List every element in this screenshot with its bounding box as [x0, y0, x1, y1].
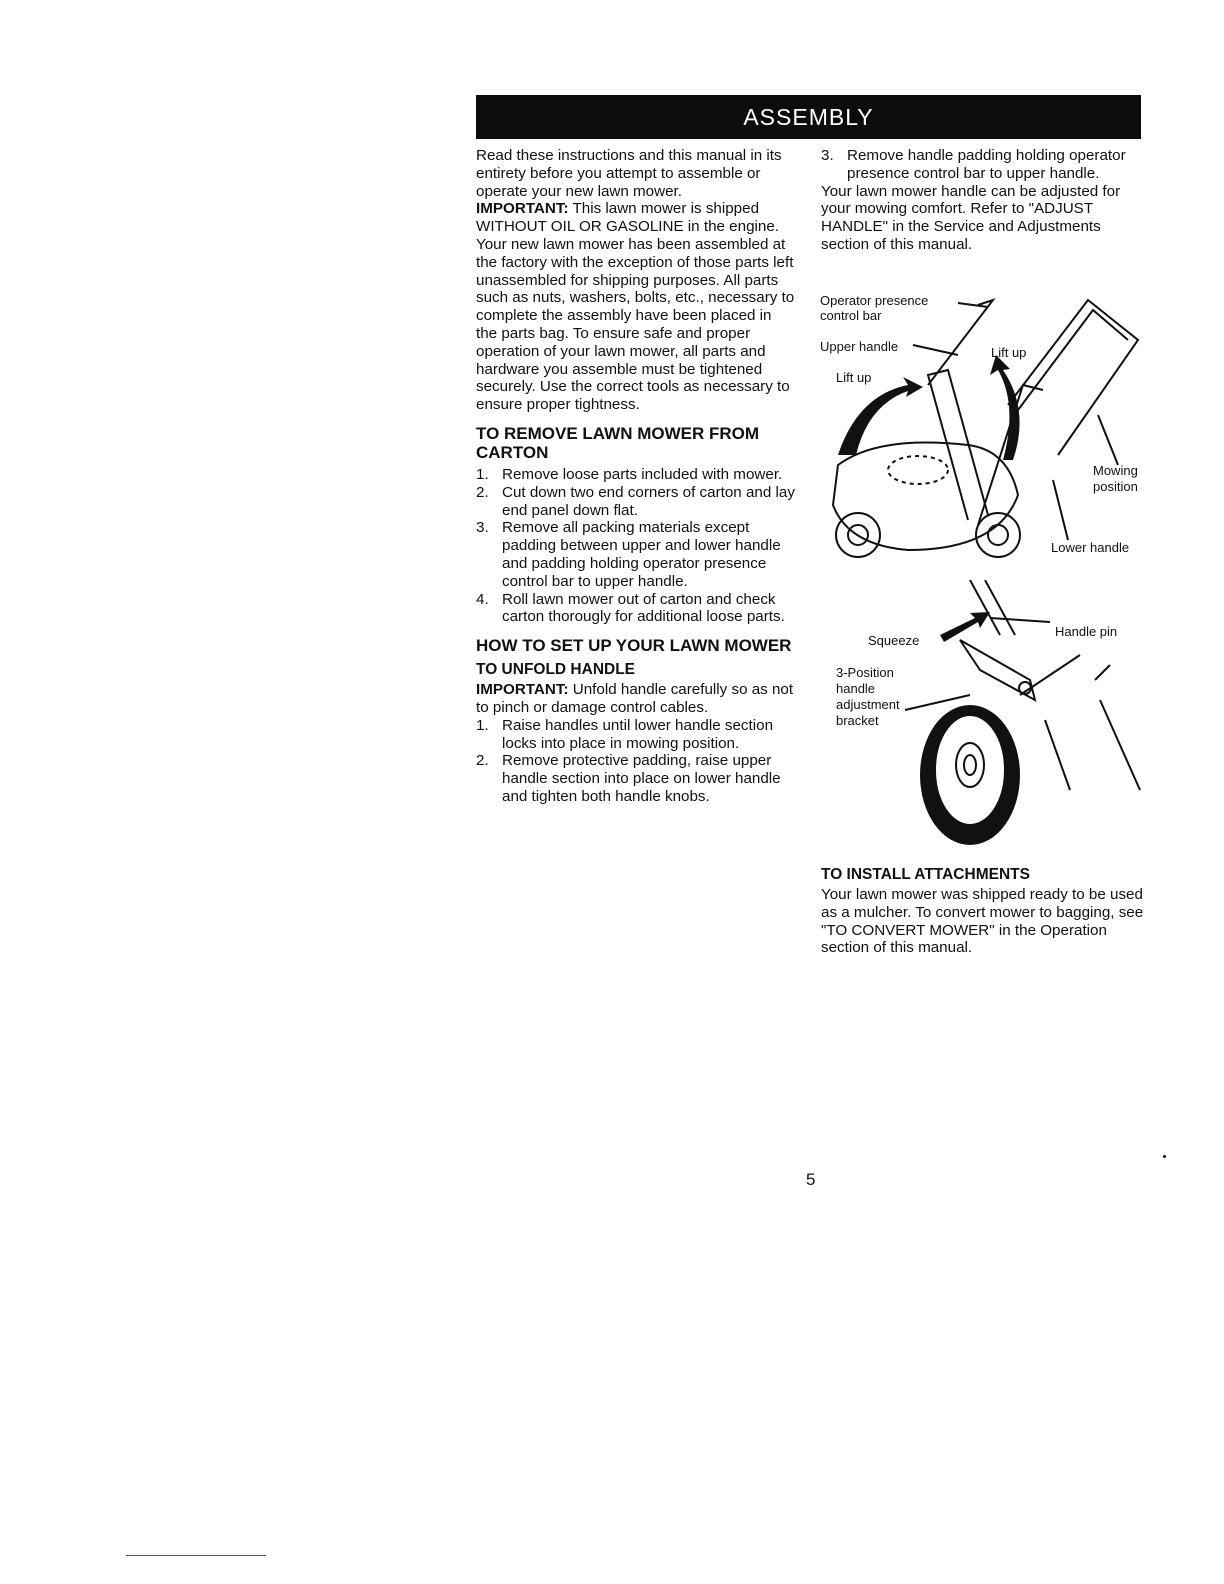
- handle-pin-label: Handle pin: [1055, 624, 1118, 639]
- left-column: [476, 147, 796, 806]
- step-number: 3.: [476, 519, 489, 537]
- assembled-paragraph: Your new lawn mower has been assembled at the factory with the exception of those parts left unassembled for shipping purposes. All parts such as nuts, washers, bolts, etc., necessary to complete the assembly have been placed in the parts bag. To ensure safe and proper operation of your lawn mower, all parts and hardware you assemble must be tightened securely. Use the correct tools as necessary to ensure proper tightness.: [476, 235, 795, 414]
- section-header-bar: [476, 95, 1141, 139]
- step-text: Raise handles until lower handle section locks into place in mowing position.: [502, 716, 774, 752]
- leader-line: [990, 618, 1050, 622]
- leader-line: [913, 345, 958, 355]
- list-item: [476, 519, 796, 590]
- step-text: Remove loose parts included with mower.: [502, 465, 783, 483]
- list-item: [476, 717, 796, 753]
- important-paragraph: [476, 200, 796, 236]
- adjustment-bracket: [960, 640, 1035, 700]
- unfold-important-label: IMPORTANT:: [476, 681, 569, 699]
- adjust-paragraph: Your lawn mower handle can be adjusted for your mowing comfort. Refer to "ADJUST HANDLE" in the Service and Adjustments section of this manual.: [821, 182, 1121, 253]
- engine-outline: [888, 456, 948, 484]
- setup-heading: HOW TO SET UP YOUR LAWN MOWER: [476, 636, 792, 656]
- step-number: 2.: [476, 483, 489, 501]
- step-number: 1.: [476, 716, 489, 734]
- attach-heading: TO INSTALL ATTACHMENTS: [821, 866, 1030, 883]
- attach-paragraph: Your lawn mower was shipped ready to be used as a mulcher. To convert mower to bagging, see "TO CONVERT MOWER" in the Operation section of this manual.: [821, 886, 1144, 957]
- step-number: 4.: [476, 590, 489, 608]
- mower-deck: [833, 443, 1018, 551]
- footnote-rule: [126, 1555, 266, 1556]
- step-number: 3.: [821, 147, 834, 164]
- lower-handle-label: Lower handle: [1051, 540, 1130, 555]
- squeeze-label: Squeeze: [868, 633, 920, 648]
- control-bar-label: control bar: [820, 308, 882, 323]
- step-text: Roll lawn mower out of carton and check carton thorougly for additional loose parts.: [502, 590, 785, 626]
- intro-paragraph: Read these instructions and this manual in its entirety before you attempt to assemble or operate your new lawn mower.: [476, 147, 782, 200]
- step-text: Remove handle padding holding operator presence control bar to upper handle.: [847, 147, 1126, 182]
- list-item: [821, 147, 1151, 183]
- stray-dot: [1163, 1155, 1166, 1158]
- list-item: [476, 752, 796, 805]
- bracket-label-line4: bracket: [836, 713, 879, 728]
- leader-line: [1053, 480, 1068, 540]
- wheel-hub: [935, 715, 1005, 825]
- page-number: 5: [806, 1170, 816, 1189]
- handle-bracket-figure: [830, 580, 1150, 850]
- unfold-important-text: Unfold handle carefully so as not to pinch or damage control cables.: [476, 681, 794, 716]
- mower-illustration: [818, 285, 1148, 575]
- lift-up-left-label: Lift up: [836, 370, 872, 385]
- remove-padding-step: [821, 147, 1151, 183]
- mower-unfold-figure: [818, 285, 1148, 575]
- upper-handle: [1008, 300, 1138, 455]
- operator-presence-label: Operator presence: [820, 293, 929, 308]
- lift-up-right-label: Lift up: [991, 345, 1027, 360]
- remove-heading: TO REMOVE LAWN MOWER FROM CARTON: [476, 423, 760, 462]
- step-text: Remove protective padding, raise upper handle section into place on lower handle and tighten both handle knobs.: [502, 752, 781, 805]
- unfold-steps-list: [476, 717, 796, 806]
- upper-handle-label: Upper handle: [820, 339, 899, 354]
- leader-line: [1098, 415, 1118, 465]
- unfold-heading: TO UNFOLD HANDLE: [476, 661, 636, 679]
- unfold-important-paragraph: [476, 681, 796, 717]
- step-number: 1.: [476, 465, 489, 483]
- attachments-section: [821, 866, 1151, 957]
- right-column: [821, 147, 1151, 254]
- important-label: IMPORTANT:: [476, 200, 569, 218]
- list-item: [476, 591, 796, 627]
- list-item: [476, 484, 796, 520]
- bracket-label-line1: 3-Position: [836, 665, 894, 680]
- handle-line: [970, 580, 1000, 635]
- bracket-label-line3: adjustment: [836, 697, 900, 712]
- squeeze-arrow: [940, 612, 990, 642]
- mowing-label: Mowing: [1093, 463, 1138, 478]
- step-text: Remove all packing materials except padding between upper and lower handle and padding holding operator presence control bar to upper handle.: [502, 519, 781, 590]
- bracket-label-line2: handle: [836, 681, 876, 696]
- step-text: Cut down two end corners of carton and lay end panel down flat.: [502, 483, 795, 519]
- position-label: position: [1093, 479, 1138, 494]
- important-text: This lawn mower is shipped WITHOUT OIL OR GASOLINE in the engine.: [476, 200, 780, 236]
- remove-steps-list: [476, 466, 796, 626]
- step-number: 2.: [476, 752, 489, 770]
- control-bar: [928, 300, 993, 385]
- list-item: [476, 466, 796, 484]
- section-title: ASSEMBLY: [743, 104, 874, 130]
